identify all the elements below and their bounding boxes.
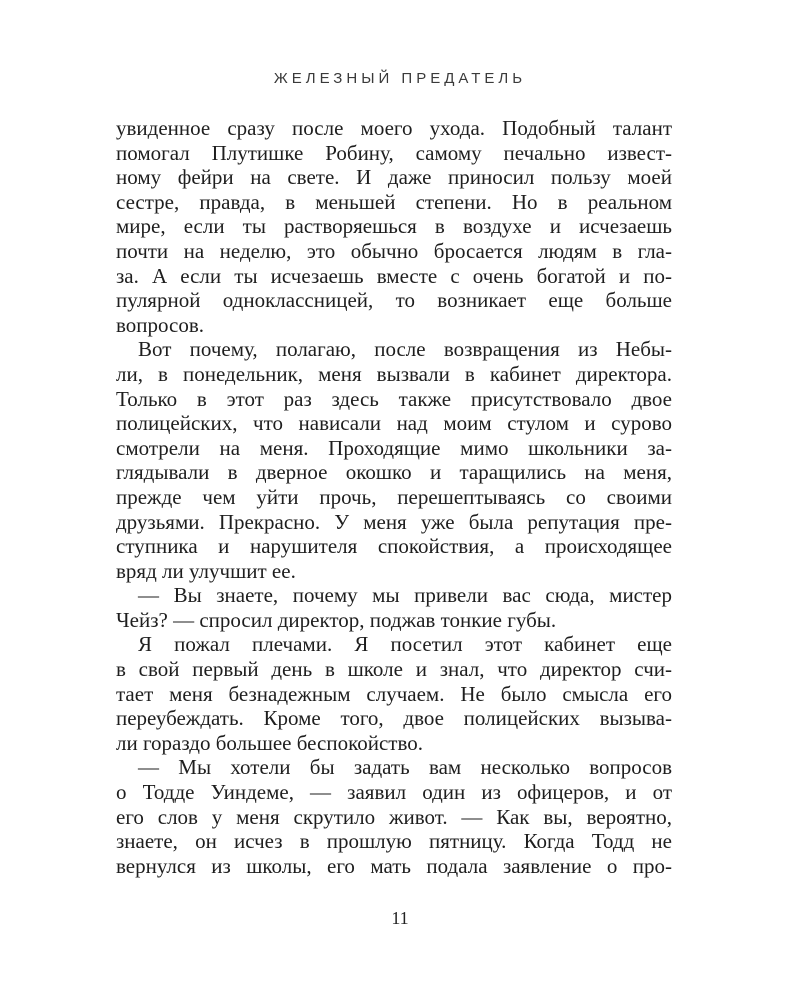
text-line: Только в этот раз здесь также присутствовало двое xyxy=(116,386,672,411)
text-line: Чейз? — спросил директор, поджав тонкие губы. xyxy=(116,607,557,632)
text-line: — Мы хотели бы задать вам несколько вопросов xyxy=(138,755,672,780)
text-line: увиденное сразу после моего ухода. Подобный талант xyxy=(116,116,672,140)
text-line: о Тодде Уиндеме, — заявил один из офицеров, и от xyxy=(116,780,672,805)
text-line: его слов у меня скрутило живот. — Как вы, вероятно, xyxy=(116,804,672,829)
text-line: за. А если ты исчезаешь вместе с очень богатой и по- xyxy=(116,263,672,288)
text-line: мире, если ты растворяешься в воздухе и исчезаешь xyxy=(116,214,672,239)
text-line: — Вы знаете, почему мы привели вас сюда, мистер xyxy=(138,583,672,608)
text-line: помогал Плутишке Робину, самому печально извест- xyxy=(116,140,672,165)
body-text xyxy=(116,116,672,878)
text-line: полицейских, что нависали над моим стулом и сурово xyxy=(116,411,672,436)
text-line: глядывали в дверное окошко и таращились на меня, xyxy=(116,460,672,485)
text-line: вряд ли улучшит ее. xyxy=(116,558,296,583)
text-line: ли, в понедельник, меня вызвали в кабинет директора. xyxy=(116,361,672,386)
page-number: 11 xyxy=(391,908,409,928)
text-line: переубеждать. Кроме того, двое полицейских вызыва- xyxy=(116,706,672,731)
text-line: ли гораздо большее беспокойство. xyxy=(116,730,423,755)
text-line: ступника и нарушителя спокойствия, а происходящее xyxy=(116,534,672,559)
text-line: пулярной одноклассницей, то возникает еще больше xyxy=(116,288,672,313)
text-line: почти на неделю, это обычно бросается людям в гла- xyxy=(116,238,672,263)
text-line: Вот почему, полагаю, после возвращения из Небы- xyxy=(138,337,672,362)
text-line: смотрели на меня. Проходящие мимо школьники за- xyxy=(116,435,672,460)
text-line: прежде чем уйти прочь, перешептываясь со своими xyxy=(116,484,672,509)
text-line: тает меня безнадежным случаем. Не было смысла его xyxy=(116,681,672,706)
text-line: вернулся из школы, его мать подала заявление о про- xyxy=(116,853,672,878)
running-header-title: ЖЕЛЕЗНЫЙ ПРЕДАТЕЛЬ xyxy=(273,70,527,87)
text-line: сестре, правда, в меньшей степени. Но в реальном xyxy=(116,189,672,214)
text-line: Я пожал плечами. Я посетил этот кабинет еще xyxy=(138,632,672,657)
text-line: в свой первый день в школе и знал, что директор счи- xyxy=(116,657,672,682)
text-line: ному фейри на свете. И даже приносил пользу моей xyxy=(116,165,672,190)
text-line: знаете, он исчез в прошлую пятницу. Когда Тодд не xyxy=(116,829,672,854)
text-line: вопросов. xyxy=(116,312,205,337)
text-line: друзьями. Прекрасно. У меня уже была репутация пре- xyxy=(116,509,672,534)
